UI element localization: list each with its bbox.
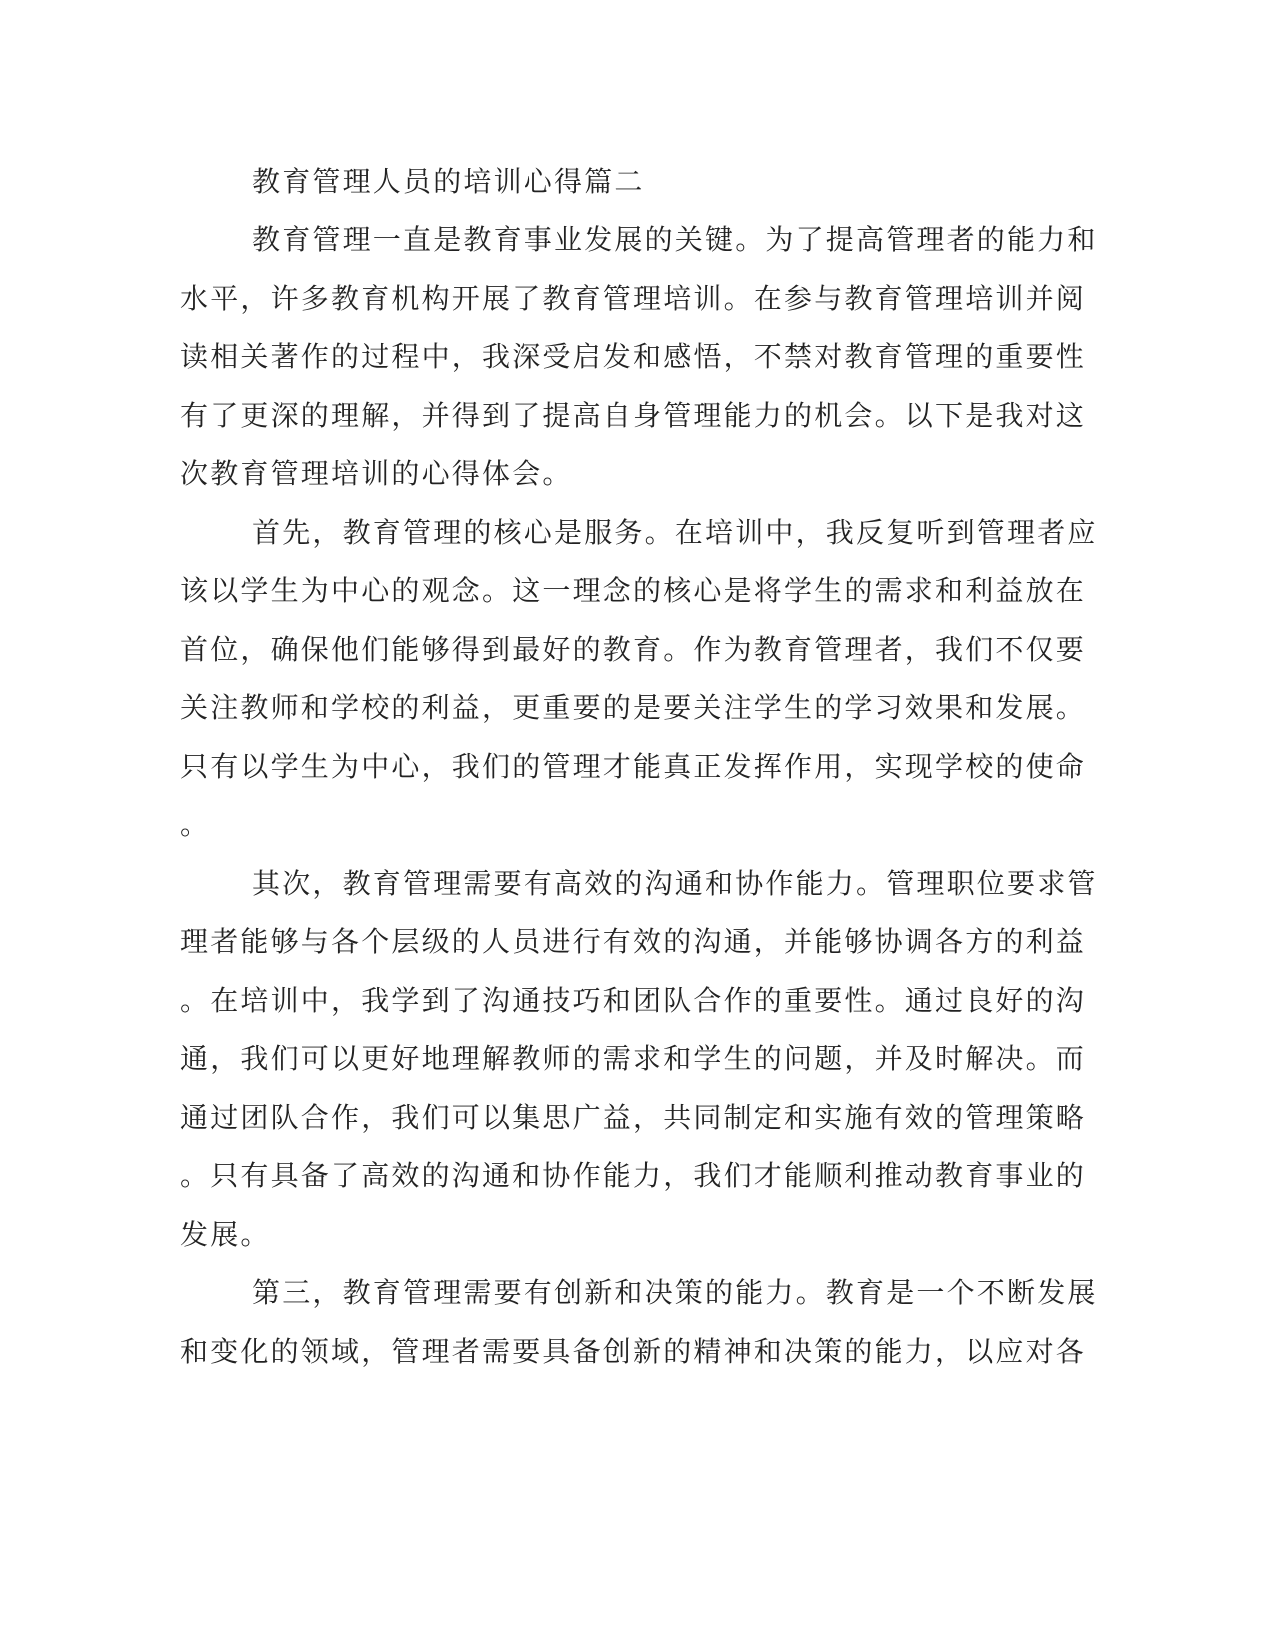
paragraph-line: 其次，教育管理需要有高效的沟通和协作能力。管理职位要求管: [252, 867, 1098, 900]
paragraph-line: 。: [180, 808, 211, 841]
paragraph-line: 理者能够与各个层级的人员进行有效的沟通，并能够协调各方的利益: [180, 925, 1087, 958]
document-title: 教育管理人员的培训心得篇二: [252, 165, 645, 198]
paragraph-line: 和变化的领域，管理者需要具备创新的精神和决策的能力，以应对各: [180, 1335, 1087, 1368]
paragraph-line: 该以学生为中心的观念。这一理念的核心是将学生的需求和利益放在: [180, 574, 1087, 607]
paragraph-line: 有了更深的理解，并得到了提高自身管理能力的机会。以下是我对这: [180, 399, 1087, 432]
paragraph-line: 。只有具备了高效的沟通和协作能力，我们才能顺利推动教育事业的: [180, 1159, 1087, 1192]
paragraph-line: 首先，教育管理的核心是服务。在培训中，我反复听到管理者应: [252, 516, 1098, 549]
paragraph-line: 教育管理一直是教育事业发展的关键。为了提高管理者的能力和: [252, 223, 1098, 256]
paragraph-line: 。在培训中，我学到了沟通技巧和团队合作的重要性。通过良好的沟: [180, 984, 1087, 1017]
paragraph-line: 首位，确保他们能够得到最好的教育。作为教育管理者，我们不仅要: [180, 633, 1087, 666]
paragraph-line: 通，我们可以更好地理解教师的需求和学生的问题，并及时解决。而: [180, 1042, 1087, 1075]
paragraph-line: 第三，教育管理需要有创新和决策的能力。教育是一个不断发展: [252, 1276, 1098, 1309]
paragraph-line: 水平，许多教育机构开展了教育管理培训。在参与教育管理培训并阅: [180, 282, 1087, 315]
paragraph-line: 读相关著作的过程中，我深受启发和感悟，不禁对教育管理的重要性: [180, 340, 1087, 373]
paragraph-line: 次教育管理培训的心得体会。: [180, 457, 573, 490]
paragraph-line: 发展。: [180, 1218, 271, 1251]
paragraph-line: 只有以学生为中心，我们的管理才能真正发挥作用，实现学校的使命: [180, 750, 1087, 783]
paragraph-line: 通过团队合作，我们可以集思广益，共同制定和实施有效的管理策略: [180, 1101, 1087, 1134]
paragraph-line: 关注教师和学校的利益，更重要的是要关注学生的学习效果和发展。: [180, 691, 1087, 724]
